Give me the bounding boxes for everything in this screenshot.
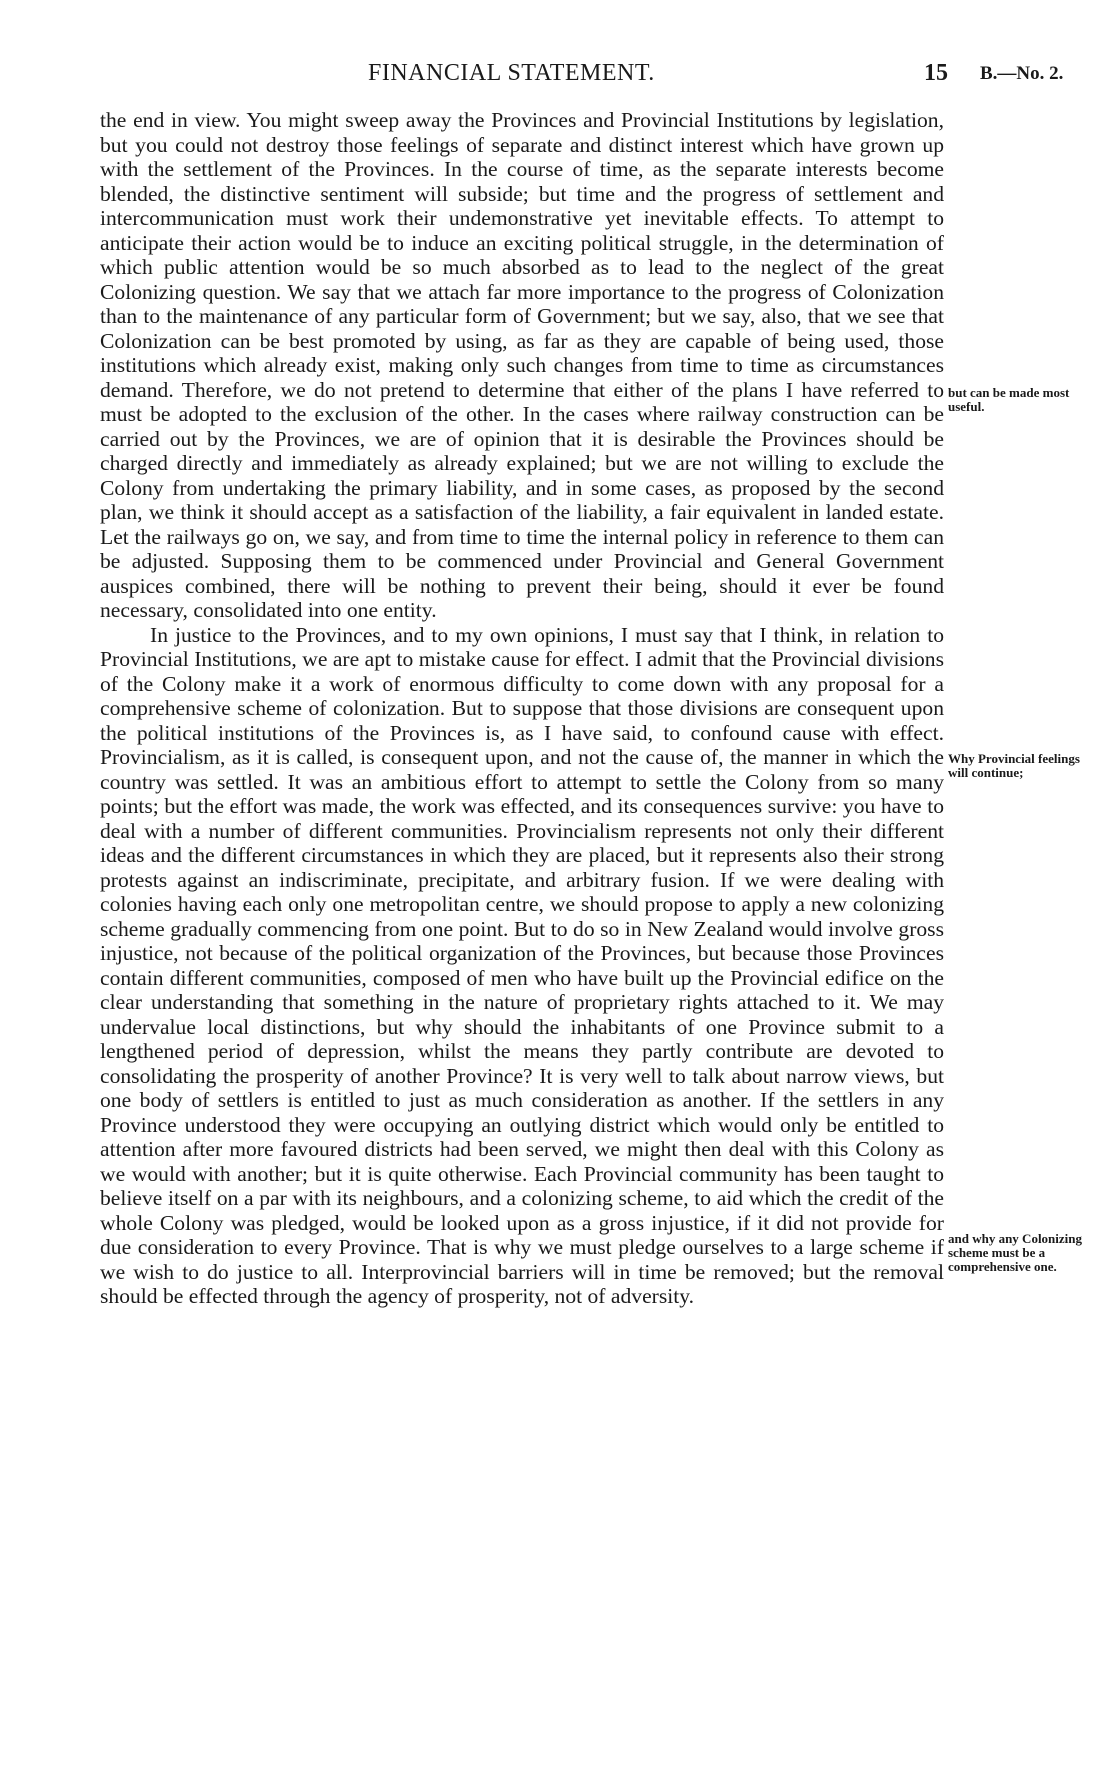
document-reference: B.—No. 2. bbox=[980, 63, 1064, 84]
margin-note-comprehensive-scheme: and why any Colonizing scheme must be a comprehensive one. bbox=[948, 1231, 1083, 1274]
margin-note-most-useful: but can be made most useful. bbox=[948, 385, 1070, 414]
running-title: FINANCIAL STATEMENT. bbox=[368, 60, 655, 86]
paragraph-continuation: the end in view. You might sweep away the Provinces and Provincial Institutions by legislation, but you could not destroy those feelings of separate and distinct interest which have grown up with the settlement of the Provinces. In the course of time, as the separate interests become blended, the distinctive sentiment will subside; but time and the progress of settlement and intercommunication must work their undemonstrative yet inevitable effects. To attempt to anticipate their action would be to induce an exciting political struggle, in the determination of which public attention would be so much absorbed as to lead to the neglect of the great Colonizing question. We say that we attach far more importance to the progress of Colonization than to the maintenance of any particular form of Government; but we say, also, that we see that Colonization can be best promoted by using, as far as they are capable of being used, those institutions which already exist, making only such changes from time to time as circumstances demand. Therefore, we do not pretend to determine that either of the plans I have referred to must be adopted to the exclusion of the other. In the cases where railway construction can be carried out by the Provinces, we are of opinion that it is desirable the Provinces should be charged directly and immediately as already explained; but we are not willing to exclude the Colony from undertaking the primary liability, and in some cases, as proposed by the second plan, we think it should accept as a satisfaction of the liability, a fair equivalent in landed estate. Let the railways go on, we say, and from time to time the internal policy in reference to them can be adjusted. Supposing them to be commenced under Provincial and General Government auspices combined, there will be nothing to prevent their being, should it ever be found necessary, consolidated into one entity. bbox=[100, 108, 944, 622]
paragraph-provinces: In justice to the Provinces, and to my own opinions, I must say that I think, in relation to Provincial Institutions, we are apt to mistake cause for effect. I admit that the Provincial divisions of the Colony make it a work of enormous difficulty to come down with any proposal for a comprehensive scheme of colonization. But to suppose that those divisions are consequent upon the political institutions of the Provinces is, as I have said, to confound cause with effect. Provincialism, as it is called, is consequent upon, and not the cause of, the manner in which the country was settled. It was an ambitious effort to attempt to settle the Colony from so many points; but the effort was made, the work was effected, and its consequences survive: you have to deal with a number of different communities. Provincialism represents not only their different ideas and the different circumstances in which they are placed, but it represents also their strong protests against an indiscriminate, precipitate, and arbitrary fusion. If we were dealing with colonies having each only one metropolitan centre, we should propose to apply a new colonizing scheme gradually commencing from one point. But to do so in New Zealand would involve gross injustice, not because of the political organization of the Provinces, but because those Provinces contain different communities, composed of men who have built up the Provincial edifice on the clear understanding that something in the nature of proprietary rights attached to it. We may undervalue local distinctions, but why should the inhabitants of one Province submit to a lengthened period of depression, whilst the means they partly contribute are devoted to consolidating the prosperity of another Province? It is very well to talk about narrow views, but one body of settlers is entitled to just as much consideration as another. If the settlers in any Province understood they were occupying an outlying district which would only be entitled to attention after more favoured districts had been served, we might then deal with this Colony as we would with another; but it is quite otherwise. Each Provincial community has been taught to believe itself on a par with its neighbours, and a colonizing scheme, to aid which the credit of the whole Colony was pledged, would be looked upon as a gross injustice, if it did not provide for due consideration to every Province. That is why we must pledge ourselves to a large scheme if we wish to do justice to all. Interprovincial barriers will in time be removed; but the removal should be effected through the agency of prosperity, not of adversity. bbox=[100, 622, 944, 1308]
margin-note-provincial-feelings: Why Provincial feelings will continue; bbox=[948, 751, 1080, 780]
body-text bbox=[100, 108, 944, 1309]
page-number: 15 bbox=[924, 60, 948, 86]
